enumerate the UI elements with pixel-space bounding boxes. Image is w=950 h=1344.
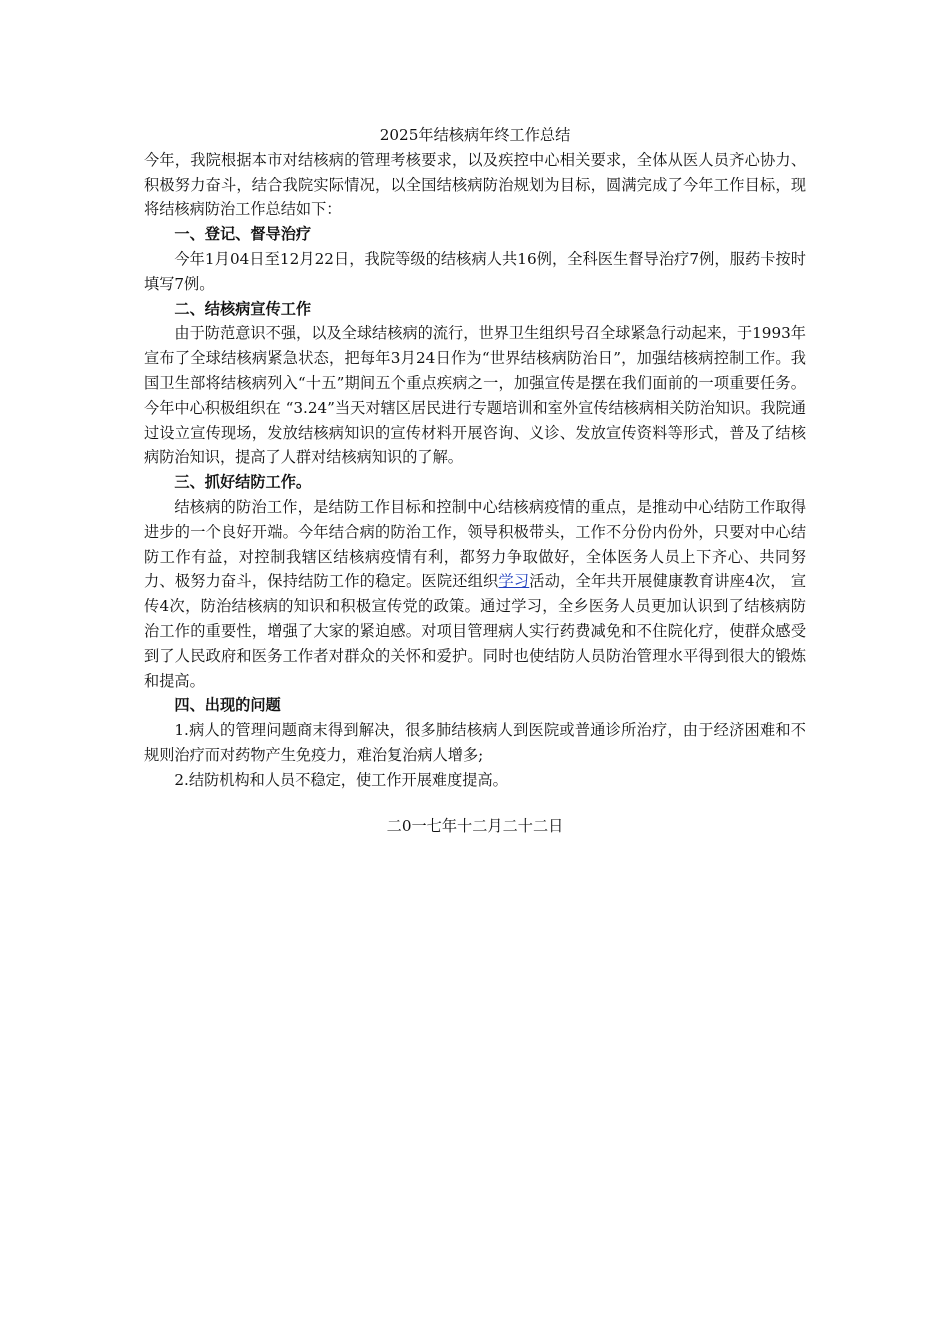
section-heading-publicity: 二、结核病宣传工作 — [174, 299, 312, 318]
section-body-prevention — [144, 495, 806, 693]
section-heading-problems: 四、出现的问题 — [174, 696, 281, 715]
section-body-publicity: 由于防范意识不强，以及全球结核病的流行，世界卫生组织号召全球紧急行动起来，于1993年宣布了全球结核病紧急状态，把每年3月24日作为“世界结核病防治日”，加强结核病控制工作。我国卫生部将结核病列入“十五”期间五个重点疾病之一，加强宣传是摆在我们面前的一项重要任务。今年中心积极组织在 “3.24”当天对辖区居民进行专题培训和室外宣传结核病相关防治知识。我院通过设立宣传现场，发放结核病知识的宣传材料开展咨询、义诊、发放宣传资料等形式，普及了结核病防治知识，提高了人群对结核病知识的了解。 — [144, 324, 806, 467]
section-heading-prevention: 三、抓好结防工作。 — [174, 473, 312, 492]
intro-paragraph: 今年，我院根据本市对结核病的管理考核要求，以及疾控中心相关要求，全体从医人员齐心协力、积极努力奋斗，结合我院实际情况，以全国结核病防治规划为目标，圆满完成了今年工作目标，现将结核病防治工作总结如下： — [144, 150, 806, 219]
section-heading-registration: 一、登记、督导治疗 — [174, 225, 312, 244]
problem-item-2: 2.结防机构和人员不稳定，使工作开展难度提高。 — [174, 770, 508, 789]
prevention-text-before-link: 结核病的防治工作，是结防工作目标和控制中心结核病疫情的重点，是推动中心结防工作取得进步的一个良好开端。今年结合病的防治工作，领导积极带头，工作不分份内份外，只要对中心结防工作有益，对控制我辖区结核病疫情有利，都努力争取做好，全体医务人员上下齐心、共同努力、极努力奋斗，保持结防工作的稳定。医院还组织 — [144, 497, 806, 591]
document-body — [144, 123, 806, 838]
study-link[interactable]: 学习 — [498, 572, 530, 591]
section-body-registration: 今年1月04日至12月22日，我院等级的结核病人共16例，全科医生督导治疗7例，服药卡按时填写7例。 — [144, 249, 806, 293]
document-date: 二0一七年十二月二十二日 — [386, 816, 564, 835]
document-title: 2025年结核病年终工作总结 — [379, 126, 571, 144]
problem-item-1: 1.病人的管理问题商末得到解决，很多肺结核病人到医院或普通诊所治疗，由于经济困难和不规则治疗而对药物产生免疫力，难治复治病人增多; — [144, 721, 806, 764]
prevention-text-after-link: 活动，全年共开展健康教育讲座4次， 宣传4次，防治结核病的知识和积极宣传党的政策。通过学习，全乡医务人员更加认识到了结核病防治工作的重要性，增强了大家的紧迫感。对项目管理病人实行药费减免和不住院化疗，使群众感受到了人民政府和医务工作者对群众的关怀和爱护。同时也使结防人员防治管理水平得到很大的锻炼和提高。 — [144, 572, 807, 690]
